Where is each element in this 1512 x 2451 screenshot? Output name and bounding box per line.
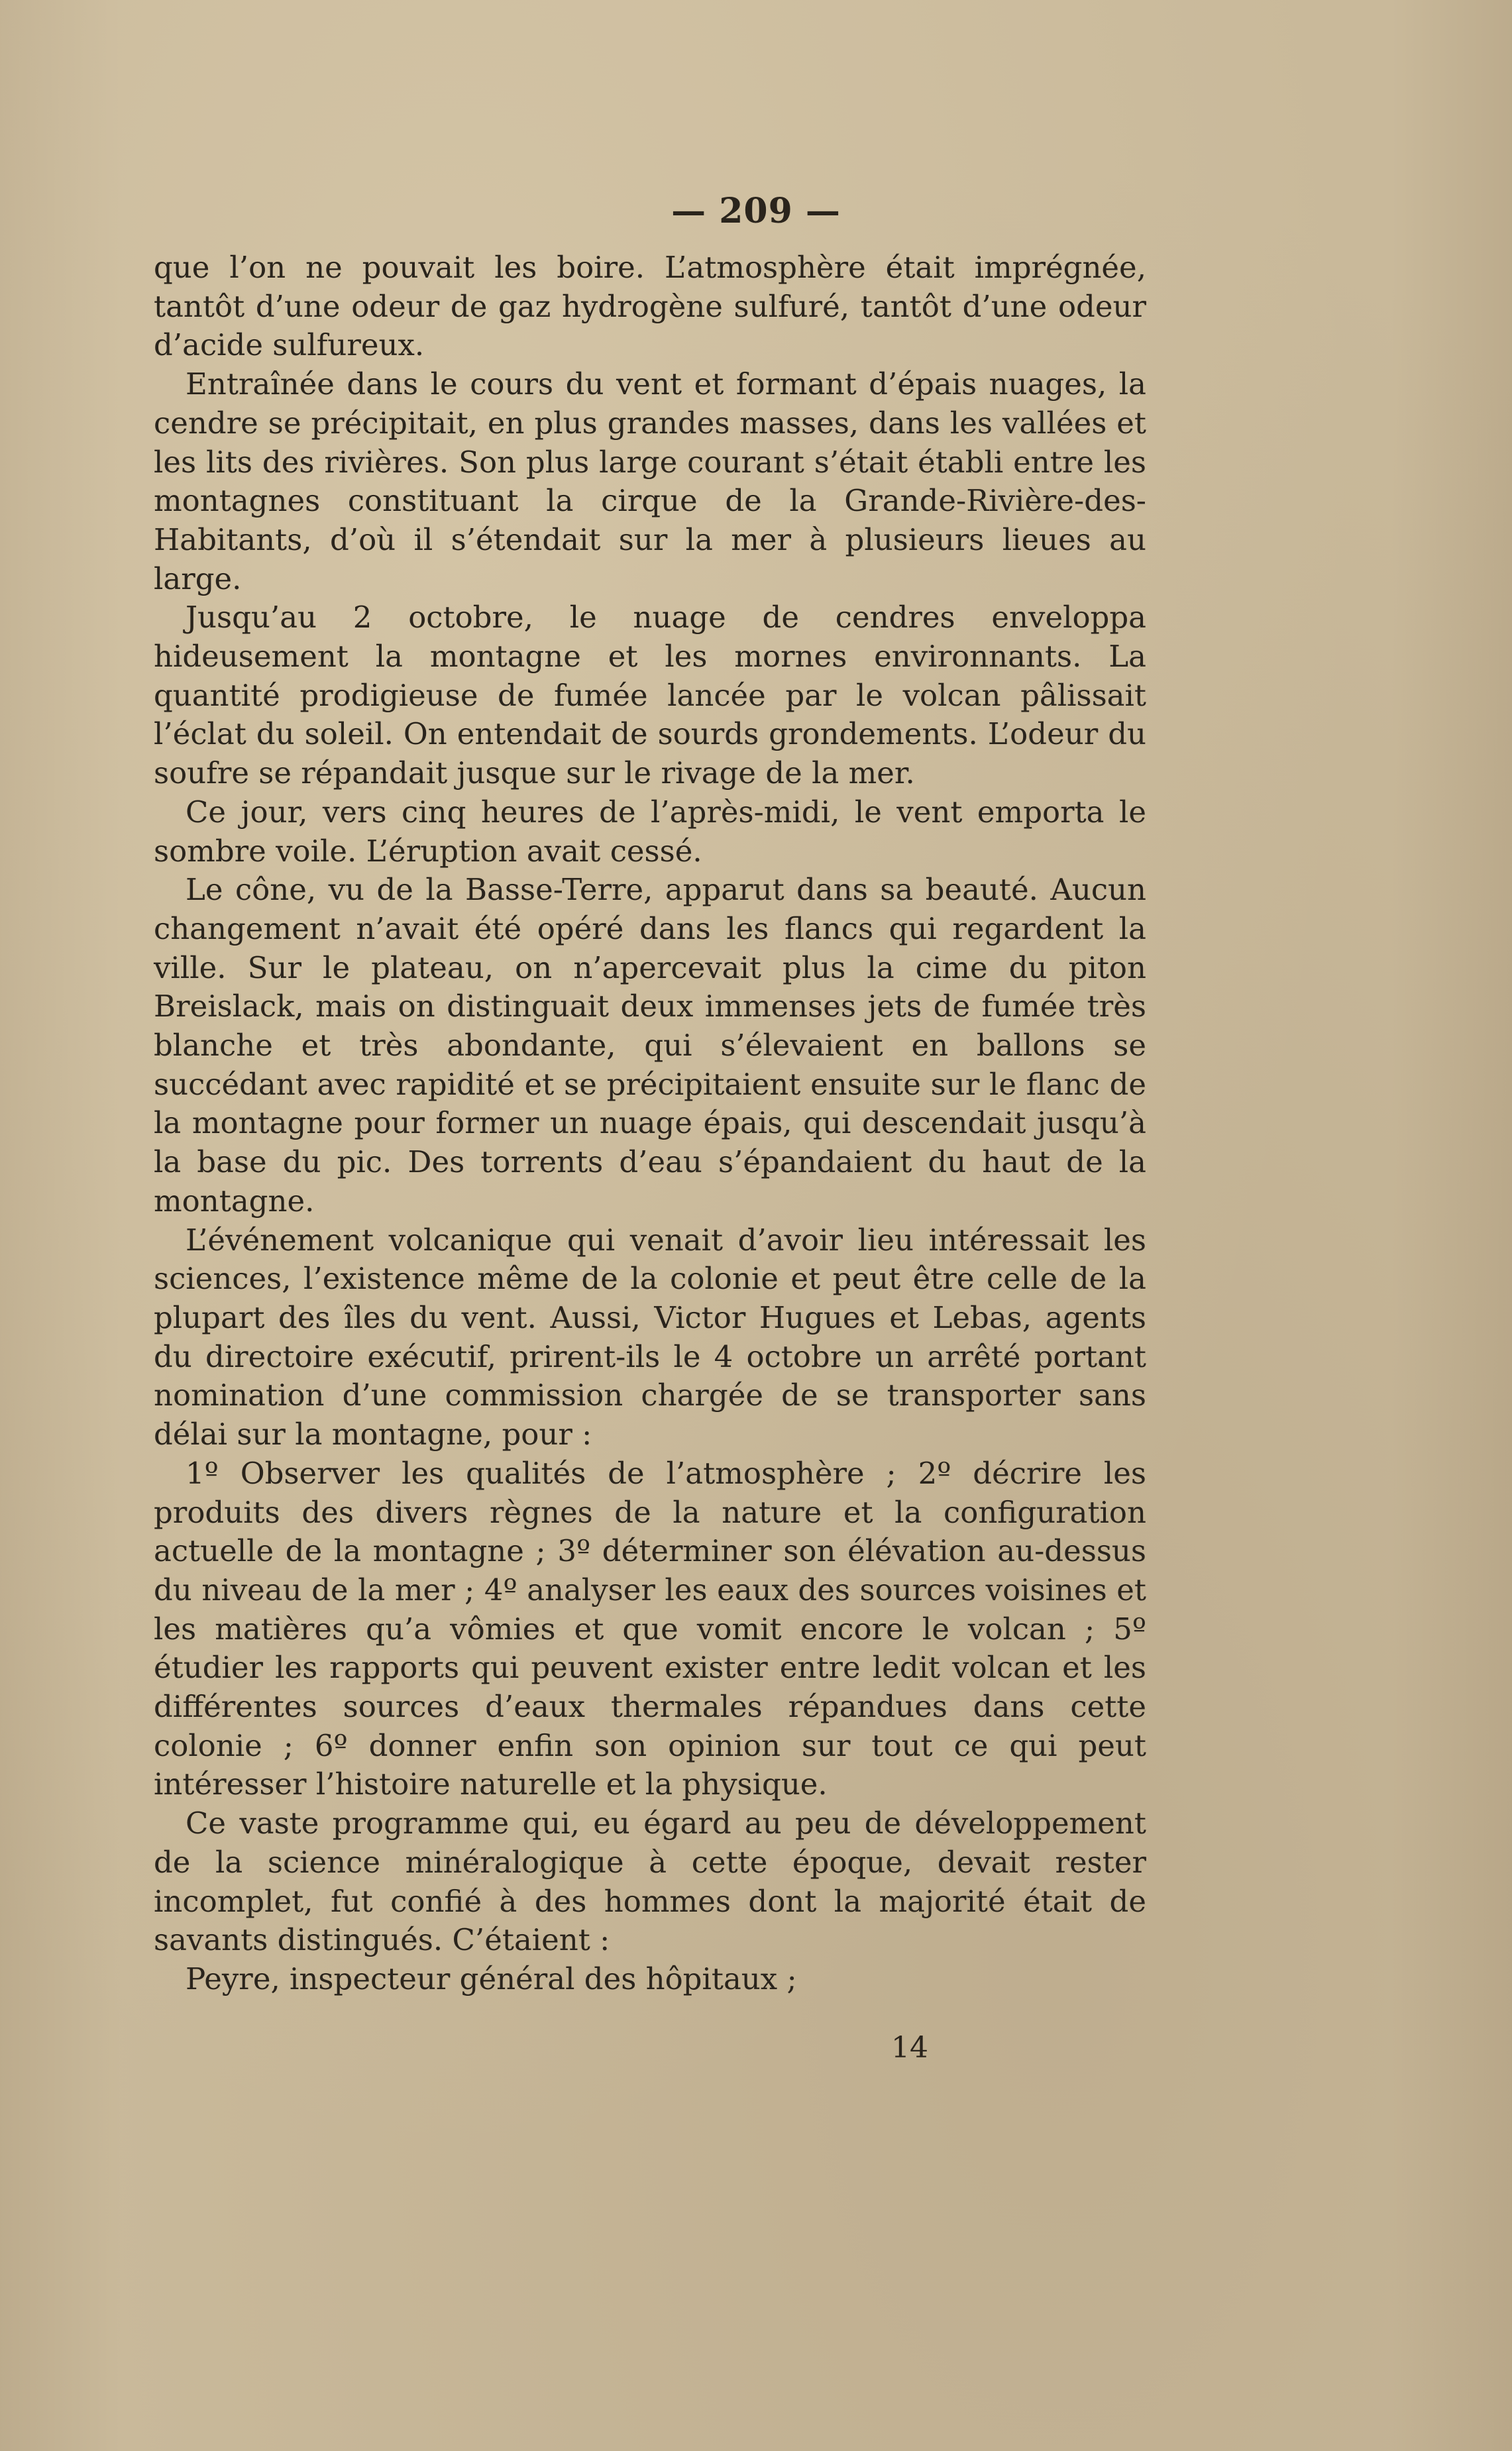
paragraph: 1º Observer les qualités de l’atmosphère ; 2º décrire les produits des divers règnes de la nature et la configuration actuelle de la montagne ; 3º déterminer son élévation au-dessus du niveau de la mer ; 4º analyser les eaux des sources voisines et les matières qu’a vômies et que vomit encore le volcan ; 5º étudier les rapports qui peuvent exister entre ledit volcan et les différentes sources d’eaux thermales répandues dans cette colonie ; 6º donner enfin son opinion sur tout ce qui peut intéresser l’histoire naturelle et la physique. (154, 1455, 1146, 1802)
signature-mark: 14 (891, 2031, 928, 2065)
paragraph: Entraînée dans le cours du vent et formant d’épais nuages, la cendre se précipitait, en plus grandes masses, dans les vallées et les lits des rivières. Son plus large courant s’était établi entre les montagnes constituant la cirque de la Grande-Rivière-des-Habitants, d’où il s’étendait sur la mer à plusieurs lieues au large. (154, 366, 1146, 596)
page-number: — 209 — (671, 191, 841, 231)
paragraph: Peyre, inspecteur général des hôpitaux ; (186, 1961, 797, 1996)
paragraph: Ce vaste programme qui, eu égard au peu de développement de la science minéralogique à cette époque, devait rester incomplet, fut confié à des hommes dont la majorité était de savants distingués. C’étaient : (154, 1806, 1146, 1958)
paragraph: Le cône, vu de la Basse-Terre, apparut dans sa beauté. Aucun changement n’avait été opéré dans les flancs qui regardent la ville. Sur le plateau, on n’apercevait plus la cime du piton Breislack, mais on distinguait deux immenses jets de fumée très blanche et très abondante, qui s’élevaient en ballons se succédant avec rapidité et se précipitaient ensuite sur le flanc de la montagne pour former un nuage épais, qui descendait jusqu’à la base du pic. Des torrents d’eau s’épandaient du haut de la montagne. (154, 872, 1146, 1219)
paragraph: Ce jour, vers cinq heures de l’après-midi, le vent emporta le sombre voile. L’éruption avait cessé. (154, 794, 1146, 869)
paragraph: Jusqu’au 2 octobre, le nuage de cendres enveloppa hideusement la montagne et les mornes environnants. La quantité prodigieuse de fumée lancée par le volcan pâlissait l’éclat du soleil. On entendait de sourds grondements. L’odeur du soufre se répandait jusque sur le rivage de la mer. (154, 600, 1146, 791)
paragraph: que l’on ne pouvait les boire. L’atmosphère était imprégnée, tantôt d’une odeur de gaz hydrogène sulfuré, tantôt d’une odeur d’acide sulfureux. (154, 250, 1146, 363)
paragraph: L’événement volcanique qui venait d’avoir lieu intéressait les sciences, l’existence même de la colonie et peut être celle de la plupart des îles du vent. Aussi, Victor Hugues et Lebas, agents du directoire exécutif, prirent-ils le 4 octobre un arrêté portant nomination d’une commission chargée de se transporter sans délai sur la montagne, pour : (154, 1222, 1146, 1452)
body-text (154, 248, 1146, 1999)
